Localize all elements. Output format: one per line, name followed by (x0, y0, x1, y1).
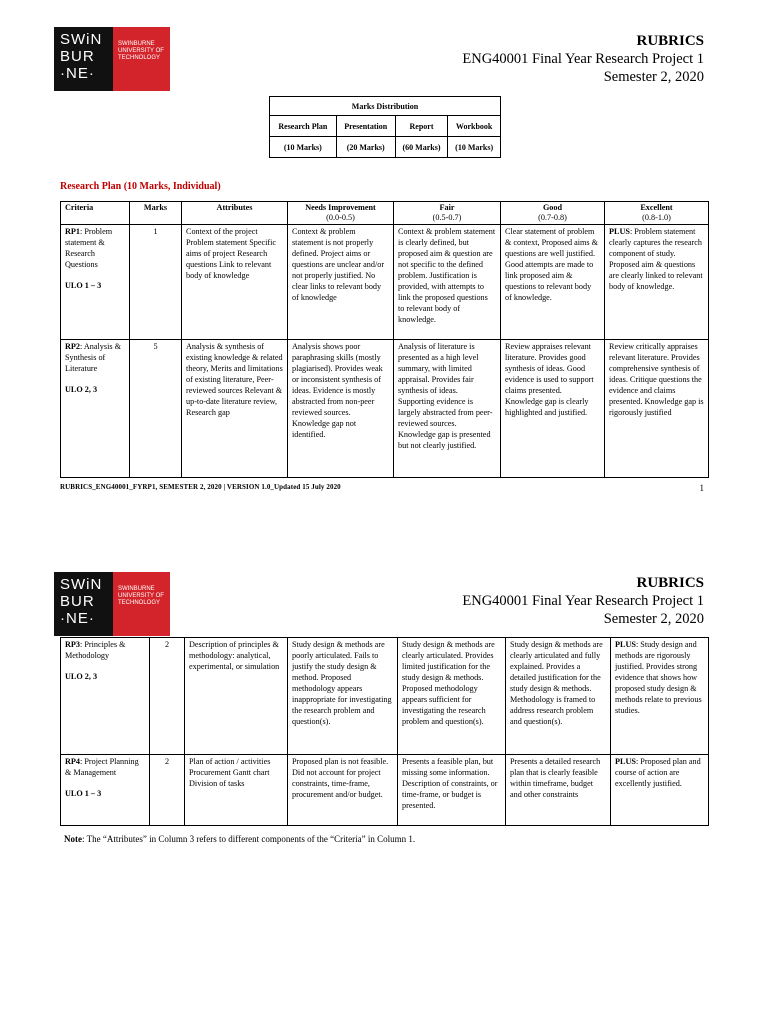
header-course: ENG40001 Final Year Research Project 1 (462, 51, 704, 67)
criteria-ulo: ULO 1 – 3 (65, 789, 102, 798)
criteria-code: RP4 (65, 757, 81, 766)
header-title: RUBRICS (636, 33, 704, 49)
attributes-cell: Context of the project Problem statement Specific aims of project Research questions Link to relevant body of knowledge (182, 225, 288, 340)
excellent-text: : Study design and methods are rigorously justified. Provides strong evidence that shows how proposed study design & methods relate to previous studies. (615, 640, 702, 715)
needs-improvement-header (288, 202, 394, 225)
footer-version: RUBRICS_ENG40001_FYRP1, SEMESTER 2, 2020 | VERSION 1.0_Updated 15 July 2020 (60, 483, 341, 491)
good-cell: Clear statement of problem & context, Proposed aims & questions are well justified. Good attempts are made to link proposed aim & questions to relevant body of knowledge. (501, 225, 605, 340)
swinburne-logo (54, 572, 170, 636)
good-cell: Presents a detailed research plan that is clearly feasible within timeframe, budget and other constraints (506, 755, 611, 826)
rubric-row-rp4 (61, 755, 709, 826)
rubric-row-rp1 (61, 225, 709, 340)
fair-header (394, 202, 501, 225)
header-range: (0.7-0.8) (538, 213, 567, 222)
rubric-table-1 (60, 201, 709, 478)
plus-label: PLUS (609, 227, 630, 236)
header-label: Good (542, 203, 563, 212)
good-cell: Study design & methods are clearly articulated and fully explained. Provides a detailed justification for the study design & methods. Methodology is framed to address research problem and question(s). (506, 638, 611, 755)
excellent-text: Review critically appraises relevant literature. Provides comprehensive synthesis of ideas. Critique questions the evidence and claims presented. Knowledge gap is rigorously justified (609, 342, 704, 417)
header-title: RUBRICS (636, 575, 704, 591)
excellent-header (605, 202, 709, 225)
criteria-code: RP1 (65, 227, 81, 236)
criteria-cell: RP3: Principles & Methodology ULO 2, 3 (61, 638, 150, 755)
excellent-cell (611, 638, 709, 755)
criteria-code: RP3 (65, 640, 81, 649)
marks-col-label: Workbook (448, 116, 501, 137)
attributes-cell: Analysis & synthesis of existing knowledge & related theory, Merits and limitations of existing literature, Peer-reviewed sources Relevant & up-to-date literature review, Research gap (182, 340, 288, 478)
criteria-code: RP2 (65, 342, 81, 351)
marks-cell: 2 (150, 638, 185, 755)
marks-cell: 2 (150, 755, 185, 826)
note-text: : The “Attributes” in Column 3 refers to different components of the “Criteria” in Column 1. (82, 834, 416, 844)
marks-col-label: Research Plan (270, 116, 337, 137)
swinburne-logo (54, 27, 170, 91)
logo-wordmark: SWINBURNE UNIVERSITY OF TECHNOLOGY (113, 572, 170, 636)
rubric-header-row (61, 202, 709, 225)
criteria-cell: RP4: Project Planning & Management ULO 1 – 3 (61, 755, 150, 826)
header-semester: Semester 2, 2020 (603, 69, 704, 85)
note-label: Note (64, 834, 82, 844)
excellent-text: : Proposed plan and course of action are excellently justified. (615, 757, 701, 788)
marks-distribution-title: Marks Distribution (270, 97, 501, 116)
plus-label: PLUS (615, 757, 636, 766)
header-range: (0.5-0.7) (432, 213, 462, 222)
good-header (501, 202, 605, 225)
header-range: (0.8-1.0) (642, 213, 671, 222)
excellent-text: : Problem statement clearly captures the research component of study. Proposed aim & questions are clearly linked to relevant body of knowledge. (609, 227, 703, 291)
criteria-ulo: ULO 2, 3 (65, 672, 98, 681)
marks-col-value: (10 Marks) (448, 137, 501, 158)
header-label: Excellent (640, 203, 673, 212)
fair-cell: Context & problem statement is clearly defined, but proposed aim & question are not specific to the defined problem. Justification is provided, with attempts to link the proposed questions to relevant body of knowledge. (394, 225, 501, 340)
excellent-cell (611, 755, 709, 826)
criteria-name: Principles & Methodology (65, 640, 126, 660)
header-label: Needs Improvement (305, 203, 376, 212)
criteria-ulo: ULO 2, 3 (65, 385, 98, 394)
excellent-cell (605, 340, 709, 478)
criteria-cell: RP2: Analysis & Synthesis of Literature ULO 2, 3 (61, 340, 130, 478)
logo-mark: SWiN BUR ·NE· (54, 572, 113, 636)
page-header (462, 574, 704, 628)
marks-distribution-table (269, 96, 501, 158)
logo-mark: SWiN BUR ·NE· (54, 27, 113, 91)
header-course: ENG40001 Final Year Research Project 1 (462, 593, 704, 609)
header-label: Fair (439, 203, 455, 212)
fair-cell: Analysis of literature is presented as a high level summary, with limited appraisal. Provides fair synthesis of ideas. Supporting evidence is largely abstracted from peer-reviewed sources. Knowledge gap is presented but not clearly justified. (394, 340, 501, 478)
table-note (64, 834, 415, 844)
marks-header: Marks (130, 202, 182, 225)
plus-label: PLUS (615, 640, 636, 649)
marks-col-label: Report (395, 116, 448, 137)
page-header (462, 32, 704, 86)
criteria-name: Project Planning & Management (65, 757, 139, 777)
attributes-cell: Description of principles & methodology: analytical, experimental, or simulation (185, 638, 288, 755)
section-title: Research Plan (10 Marks, Individual) (60, 181, 221, 192)
marks-cell: 1 (130, 225, 182, 340)
needs-improvement-cell: Proposed plan is not feasible. Did not account for project constraints, time-frame, procurement and/or budget. (288, 755, 398, 826)
criteria-name: Problem statement & Research Questions (65, 227, 113, 269)
needs-improvement-cell: Context & problem statement is not properly defined. Project aims or questions are unclear and/or not properly justified. No clear links to relevant body of knowledge (288, 225, 394, 340)
logo-wordmark: SWINBURNE UNIVERSITY OF TECHNOLOGY (113, 27, 170, 91)
rubric-table-2 (60, 637, 709, 826)
criteria-header: Criteria (61, 202, 130, 225)
excellent-cell (605, 225, 709, 340)
good-cell: Review appraises relevant literature. Provides good synthesis of ideas. Good evidence is used to support claims presented. Knowledge gap is clearly highlighted and justified. (501, 340, 605, 478)
criteria-name: Analysis & Synthesis of Literature (65, 342, 121, 373)
attributes-header: Attributes (182, 202, 288, 225)
fair-cell: Study design & methods are clearly articulated. Provides limited justification for the study design & methods. Proposed methodology appears sufficient for investigating the research problem and question(s). (398, 638, 506, 755)
attributes-cell: Plan of action / activities Procurement Gantt chart Division of tasks (185, 755, 288, 826)
marks-col-value: (20 Marks) (336, 137, 395, 158)
marks-cell: 5 (130, 340, 182, 478)
page-number: 1 (699, 483, 704, 493)
marks-col-label: Presentation (336, 116, 395, 137)
document-page-2 (0, 560, 768, 860)
criteria-cell: RP1: Problem statement & Research Questions ULO 1 – 3 (61, 225, 130, 340)
rubric-row-rp2 (61, 340, 709, 478)
fair-cell: Presents a feasible plan, but missing some information. Description of constraints, or time-frame, or budget is presented. (398, 755, 506, 826)
rubric-row-rp3 (61, 638, 709, 755)
criteria-ulo: ULO 1 – 3 (65, 281, 102, 290)
header-range: (0.0-0.5) (326, 213, 355, 222)
marks-col-value: (60 Marks) (395, 137, 448, 158)
needs-improvement-cell: Study design & methods are poorly articulated. Fails to justify the study design & method. Proposed methodology appears inappropriate for investigating the research problem and question(s). (288, 638, 398, 755)
header-semester: Semester 2, 2020 (603, 611, 704, 627)
marks-col-value: (10 Marks) (270, 137, 337, 158)
needs-improvement-cell: Analysis shows poor paraphrasing skills (mostly plagiarised). Provides weak or inconsistent synthesis of ideas. Evidence is mostly abstracted from non-peer reviewed sources. Knowledge gap not identified. (288, 340, 394, 478)
